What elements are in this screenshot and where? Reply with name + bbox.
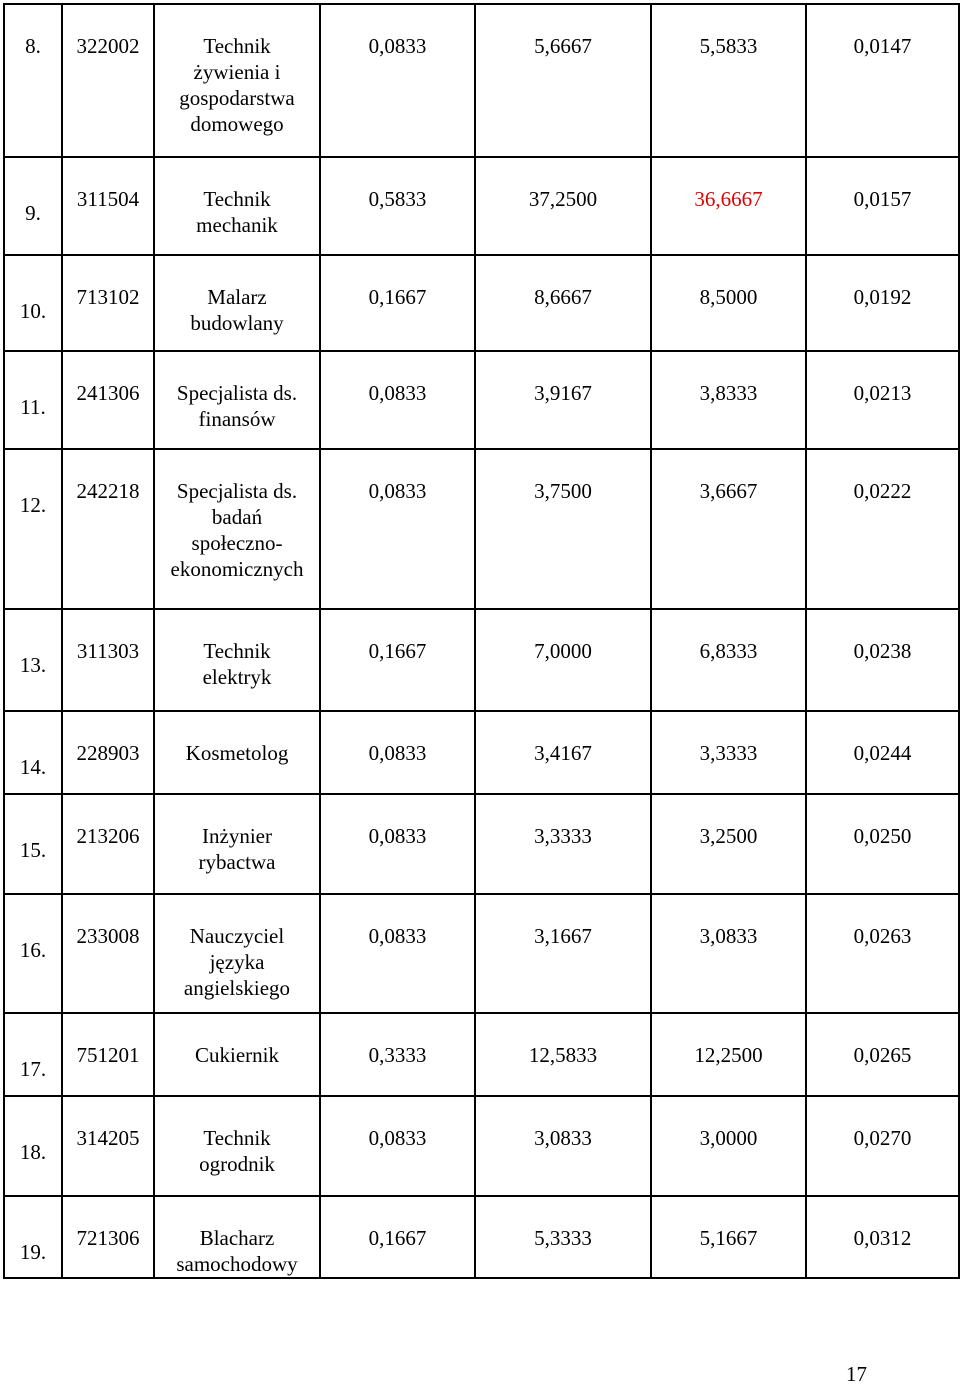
value-cell: 0,3333 [320, 1013, 475, 1096]
occupation-name-cell: Blacharz samochodowy [154, 1196, 320, 1278]
occupation-code-cell: 311504 [62, 157, 154, 255]
value-cell: 0,0192 [806, 255, 959, 351]
row-number-cell: 18. [4, 1096, 62, 1196]
value-cell: 0,1667 [320, 255, 475, 351]
value-cell: 3,3333 [475, 794, 651, 894]
occupation-name-cell: Specjalista ds. badań społeczno-ekonomicznych [154, 449, 320, 609]
occupation-name-cell: Kosmetolog [154, 711, 320, 794]
value-cell: 0,1667 [320, 1196, 475, 1278]
value-cell: 3,0833 [651, 894, 806, 1013]
occupation-code-cell: 228903 [62, 711, 154, 794]
value-cell: 3,0833 [475, 1096, 651, 1196]
value-cell: 0,0833 [320, 794, 475, 894]
value-cell: 12,5833 [475, 1013, 651, 1096]
occupation-name-cell: Technik żywienia i gospodarstwa domowego [154, 4, 320, 157]
value-cell: 3,3333 [651, 711, 806, 794]
table-row [4, 609, 959, 711]
occupation-name-cell: Specjalista ds. finansów [154, 351, 320, 449]
row-number-cell: 11. [4, 351, 62, 449]
value-cell: 0,0213 [806, 351, 959, 449]
table-row [4, 449, 959, 609]
value-cell: 3,2500 [651, 794, 806, 894]
occupation-code-cell: 311303 [62, 609, 154, 711]
occupation-code-cell: 213206 [62, 794, 154, 894]
row-number-cell: 17. [4, 1013, 62, 1096]
occupation-name-cell: Technik ogrodnik [154, 1096, 320, 1196]
occupation-name-cell: Nauczyciel języka angielskiego [154, 894, 320, 1013]
value-cell: 0,0244 [806, 711, 959, 794]
value-cell: 0,1667 [320, 609, 475, 711]
value-cell: 0,0833 [320, 449, 475, 609]
occupation-code-cell: 322002 [62, 4, 154, 157]
occupation-name-cell: Technik mechanik [154, 157, 320, 255]
occupation-code-cell: 233008 [62, 894, 154, 1013]
occupation-name-cell: Cukiernik [154, 1013, 320, 1096]
value-cell: 5,5833 [651, 4, 806, 157]
table-row [4, 157, 959, 255]
table-row [4, 1196, 959, 1278]
table-row [4, 711, 959, 794]
occupation-code-cell: 242218 [62, 449, 154, 609]
value-cell: 3,9167 [475, 351, 651, 449]
row-number-cell: 9. [4, 157, 62, 255]
row-number-cell: 10. [4, 255, 62, 351]
row-number-cell: 19. [4, 1196, 62, 1278]
table-row [4, 255, 959, 351]
table-row [4, 4, 959, 157]
value-cell: 5,3333 [475, 1196, 651, 1278]
occupations-table [3, 3, 960, 1279]
table-row [4, 351, 959, 449]
value-cell: 0,0147 [806, 4, 959, 157]
page-number: 17 [846, 1362, 867, 1386]
value-cell: 3,8333 [651, 351, 806, 449]
value-cell: 0,0833 [320, 894, 475, 1013]
value-cell-highlighted: 36,6667 [651, 157, 806, 255]
value-cell: 0,0833 [320, 351, 475, 449]
value-cell: 0,0263 [806, 894, 959, 1013]
occupation-name-cell: Technik elektryk [154, 609, 320, 711]
occupation-code-cell: 314205 [62, 1096, 154, 1196]
value-cell: 8,6667 [475, 255, 651, 351]
value-cell: 0,0833 [320, 4, 475, 157]
occupation-code-cell: 751201 [62, 1013, 154, 1096]
row-number-cell: 12. [4, 449, 62, 609]
value-cell: 3,1667 [475, 894, 651, 1013]
value-cell: 0,0238 [806, 609, 959, 711]
value-cell: 8,5000 [651, 255, 806, 351]
table-row [4, 1013, 959, 1096]
value-cell: 0,5833 [320, 157, 475, 255]
value-cell: 5,6667 [475, 4, 651, 157]
row-number-cell: 16. [4, 894, 62, 1013]
table-row [4, 1096, 959, 1196]
row-number-cell: 8. [4, 4, 62, 157]
value-cell: 5,1667 [651, 1196, 806, 1278]
occupation-code-cell: 713102 [62, 255, 154, 351]
value-cell: 0,0222 [806, 449, 959, 609]
occupation-code-cell: 721306 [62, 1196, 154, 1278]
occupation-name-cell: Malarz budowlany [154, 255, 320, 351]
table-row [4, 794, 959, 894]
value-cell: 0,0270 [806, 1096, 959, 1196]
value-cell: 3,0000 [651, 1096, 806, 1196]
value-cell: 3,6667 [651, 449, 806, 609]
value-cell: 0,0833 [320, 1096, 475, 1196]
value-cell: 0,0250 [806, 794, 959, 894]
value-cell: 3,4167 [475, 711, 651, 794]
row-number-cell: 13. [4, 609, 62, 711]
table-row [4, 894, 959, 1013]
value-cell: 7,0000 [475, 609, 651, 711]
row-number-cell: 14. [4, 711, 62, 794]
occupation-code-cell: 241306 [62, 351, 154, 449]
value-cell: 0,0312 [806, 1196, 959, 1278]
row-number-cell: 15. [4, 794, 62, 894]
value-cell: 3,7500 [475, 449, 651, 609]
value-cell: 0,0157 [806, 157, 959, 255]
value-cell: 37,2500 [475, 157, 651, 255]
value-cell: 6,8333 [651, 609, 806, 711]
value-cell: 0,0833 [320, 711, 475, 794]
value-cell: 0,0265 [806, 1013, 959, 1096]
value-cell: 12,2500 [651, 1013, 806, 1096]
occupation-name-cell: Inżynier rybactwa [154, 794, 320, 894]
